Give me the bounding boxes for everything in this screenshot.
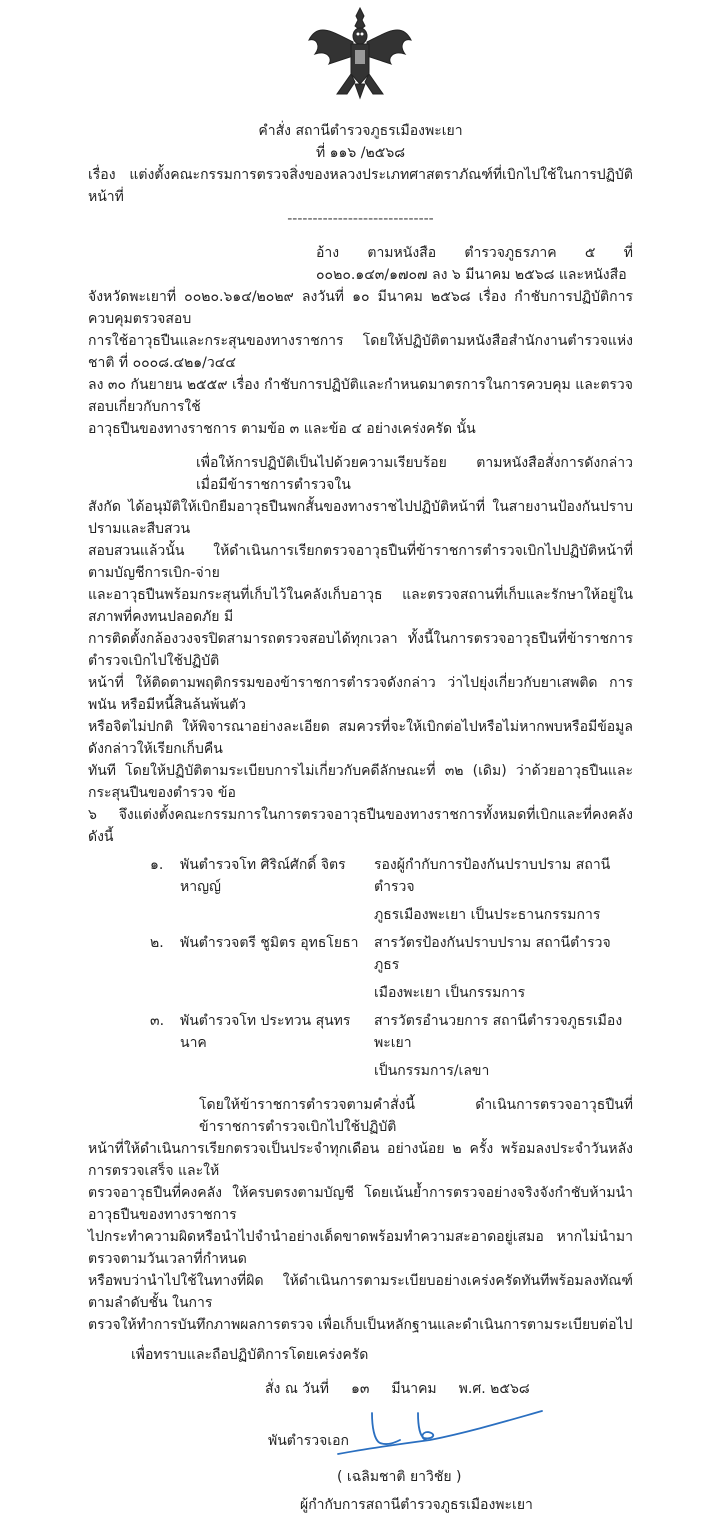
text-line: ๖ จึงแต่งตั้งคณะกรรมการในการตรวจอาวุธปืนของทางราชการทั้งหมดที่เบิกและที่คงคลัง ดังนี้ <box>88 807 633 845</box>
member-number: ๓. <box>150 1013 165 1029</box>
text-line: เพื่อให้การปฏิบัติเป็นไปด้วยความเรียบร้อย ตามหนังสือสั่งการดังกล่าว เมื่อมีข้าราชการตำรวจใน <box>196 455 633 493</box>
date-label: สั่ง ณ วันที่ <box>265 1381 329 1397</box>
text-line: อาวุธปืนของทางราชการ ตามข้อ ๓ และข้อ ๔ อย่างเคร่งครัด นั้น <box>88 421 476 437</box>
paragraph-reference <box>88 242 633 440</box>
signer-rank: พันตำรวจเอก <box>268 1433 350 1449</box>
order-subject: เรื่อง แต่งตั้งคณะกรรมการตรวจสิ่งของหลวงประเภทศาสตราภัณฑ์ที่เบิกไปใช้ในการปฏิบัติหน้าที่ <box>88 167 633 205</box>
text-line: การใช้อาวุธปืนและกระสุนของทางราชการ โดยให้ปฏิบัติตามหนังสือสำนักงานตำรวจแห่งชาติ ที่ ๐๐๐๘.๔๒๑/ว๔๔ <box>88 333 633 371</box>
date-day: ๑๓ <box>350 1381 370 1397</box>
garuda-emblem <box>303 2 418 102</box>
text-line: และอาวุธปืนพร้อมกระสุนที่เก็บไว้ในคลังเก็บอาวุธ และตรวจสถานที่เก็บและรักษาให้อยู่ในสภาพที่คงทนปลอดภัย มี <box>88 587 633 625</box>
text-line: ตรวจให้ทำการบันทึกภาพผลการตรวจ เพื่อเก็บเป็นหลักฐานและดำเนินการตามระเบียบต่อไป <box>88 1317 633 1333</box>
order-number: ที่ ๑๑๖ /๒๕๖๘ <box>315 145 406 161</box>
member-name: พันตำรวจโท ประทวน สุนทรนาค <box>180 1013 351 1051</box>
member-name: พันตำรวจตรี ชูมิตร อุทธโยธา <box>180 935 359 951</box>
text-line: หน้าที่ ให้ติดตามพฤติกรรมของข้าราชการตำรวจดังกล่าว ว่าไปยุ่งเกี่ยวกับยาเสพติด การพนัน หรือมีหนี้สินล้นพ้นตัว <box>88 675 633 713</box>
text-line: ทันที โดยให้ปฏิบัติตามระเบียบการไม่เกี่ยวกับคดีลักษณะที่ ๓๒ (เดิม) ว่าด้วยอาวุธปืนและกระสุนปืนของตำรวจ ข้อ <box>88 763 633 801</box>
text-line: สังกัด ได้อนุมัติให้เบิกยืมอาวุธปืนพกสั้นของทางราชไปปฏิบัติหน้าที่ ในสายงานป้องกันปราบปรามและสืบสวน <box>88 499 633 537</box>
signer-name: ( เฉลิมชาติ ยาวิชัย ) <box>337 1469 462 1485</box>
member-role: สารวัตรป้องกันปราบปราม สถานีตำรวจภูธร <box>374 935 611 973</box>
committee-list <box>88 854 633 1082</box>
text-line: สอบสวนแล้วนั้น ให้ดำเนินการเรียกตรวจอาวุธปืนที่ข้าราชการตำรวจเบิกไปปฏิบัติหน้าที่ ตามบัญชีการเบิก-จ่าย <box>88 543 633 581</box>
text-line: หน้าที่ให้ดำเนินการเรียกตรวจเป็นประจำทุกเดือน อย่างน้อย ๒ ครั้ง พร้อมลงประจำวันหลังการตรวจเสร็จ และให้ <box>88 1141 633 1179</box>
committee-member <box>150 854 633 926</box>
member-name: พันตำรวจโท ศิริณ์ศักดิ์ จิตรหาญญ์ <box>180 857 346 895</box>
order-title: คำสั่ง สถานีตำรวจภูธรเมืองพะเยา <box>258 123 463 139</box>
text-line: อ้าง ตามหนังสือ ตำรวจภูธรภาค ๕ ที่ ๐๐๒๐.๑๔๓/๑๗๐๗ ลง ๖ มีนาคม ๒๕๖๘ และหนังสือ <box>316 245 633 283</box>
handwritten-signature <box>330 1396 550 1466</box>
paragraph-purpose <box>88 452 633 848</box>
closing-text: เพื่อทราบและถือปฏิบัติการโดยเคร่งครัด <box>131 1347 369 1363</box>
text-line: ลง ๓๐ กันยายน ๒๕๕๙ เรื่อง กำชับการปฏิบัติและกำหนดมาตรการในการควบคุม และตรวจสอบเกี่ยวกับการใช้ <box>88 377 633 415</box>
text-line: ตรวจอาวุธปืนที่คงคลัง ให้ครบตรงตามบัญชี โดยเน้นย้ำการตรวจอย่างจริงจังกำชับห้ามนำอาวุธปืนของทางราชการ <box>88 1185 633 1223</box>
member-role: สารวัตรอำนวยการ สถานีตำรวจภูธรเมืองพะเยา <box>374 1013 623 1051</box>
date-year: พ.ศ. ๒๕๖๘ <box>458 1381 530 1397</box>
text-line: หรือพบว่านำไปใช้ในทางที่ผิด ให้ดำเนินการตามระเบียบอย่างเคร่งครัดทันทีพร้อมลงทัณฑ์ตามลำดับชั้น ในการ <box>88 1273 633 1311</box>
text-line: การติดตั้งกล้องวงจรปิดสามารถตรวจสอบได้ทุกเวลา ทั้งนี้ในการตรวจอาวุธปืนที่ข้าราชการตำรวจเบิกไปใช้ปฏิบัติ <box>88 631 633 669</box>
committee-member <box>150 932 633 1004</box>
member-role-cont: เป็นกรรมการ/เลขา <box>374 1063 490 1079</box>
text-line: หรือจิตไม่ปกติ ให้พิจารณาอย่างละเอียด สมควรที่จะให้เบิกต่อไปหรือไม่หากพบหรือมีข้อมูลดังกล่าวให้เรียกเก็บคืน <box>88 719 633 757</box>
member-number: ๑. <box>150 857 164 873</box>
member-role-cont: ภูธรเมืองพะเยา เป็นประธานกรรมการ <box>374 907 601 923</box>
date-month: มีนาคม <box>391 1381 437 1397</box>
member-role: รองผู้กำกับการป้องกันปราบปราม สถานีตำรวจ <box>374 857 611 895</box>
text-line: โดยให้ข้าราชการตำรวจตามคำสั่งนี้ ดำเนินการตรวจอาวุธปืนที่ข้าราชการตำรวจเบิกไปใช้ปฏิบัติ <box>199 1097 633 1135</box>
member-role-cont: เมืองพะเยา เป็นกรรมการ <box>374 985 526 1001</box>
paragraph-instructions <box>88 1094 633 1336</box>
signer-position: ผู้กำกับการสถานีตำรวจภูธรเมืองพะเยา <box>300 1497 533 1513</box>
committee-member <box>150 1010 633 1082</box>
member-number: ๒. <box>150 935 164 951</box>
text-line: จังหวัดพะเยาที่ ๐๐๒๐.๖๑๔/๒๐๒๙ ลงวันที่ ๑๐ มีนาคม ๒๕๖๘ เรื่อง กำชับการปฏิบัติการควบคุมตรวจสอบ <box>88 289 633 327</box>
text-line: ไปกระทำความผิดหรือนำไปจำนำอย่างเด็ดขาดพร้อมทำความสะอาดอยู่เสมอ หากไม่นำมาตรวจตามวันเวลาที่กำหนด <box>88 1229 633 1267</box>
divider: ----------------------------- <box>287 211 434 227</box>
signature-block <box>88 1406 633 1516</box>
